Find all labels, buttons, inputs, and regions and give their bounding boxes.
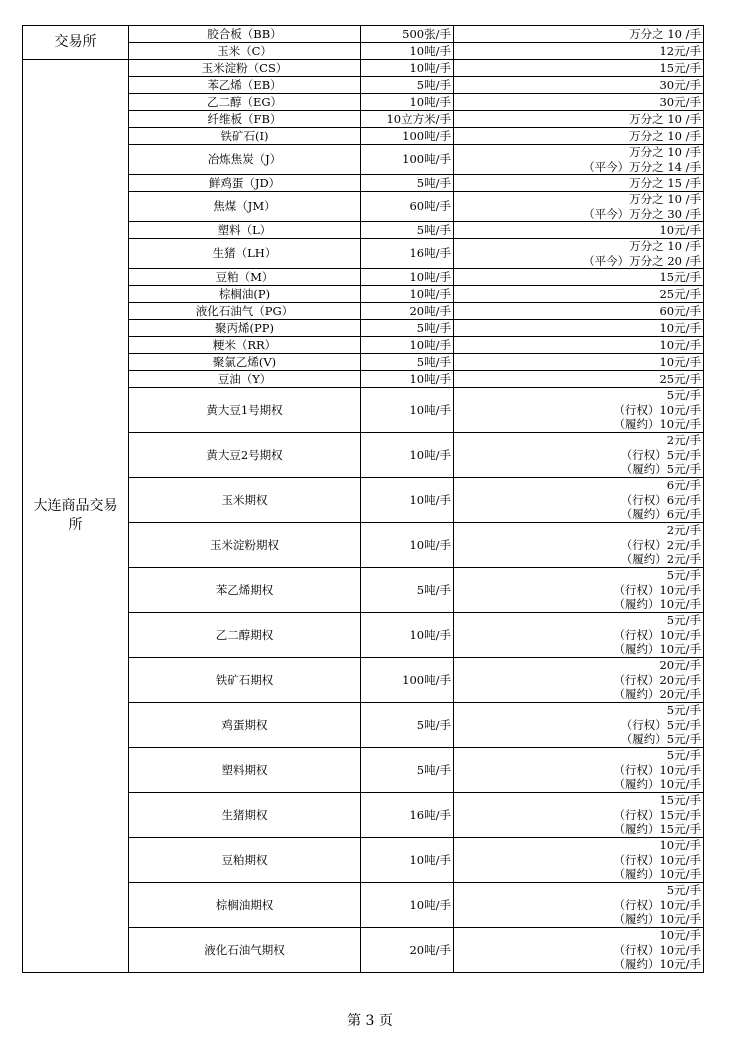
fee-value: 5元/手 (666, 717, 701, 732)
product-name-cell: 玉米期权 (129, 478, 361, 523)
product-name-cell: 鸡蛋期权 (129, 703, 361, 748)
fee-value: 万分之 10 /手 (629, 239, 701, 253)
product-name-cell: 乙二醇期权 (129, 613, 361, 658)
product-name-cell: 冶炼焦炭（J） (129, 145, 361, 175)
fee-line (455, 538, 701, 553)
fee-value: 10元/手 (659, 867, 701, 882)
fee-line (455, 338, 701, 353)
fee-value: 10元/手 (659, 957, 701, 972)
fee-value: 10元/手 (659, 354, 701, 369)
fee-value: 30元/手 (659, 77, 701, 92)
fee-type-label: （履约） (613, 957, 660, 972)
contract-unit-cell: 10吨/手 (361, 523, 454, 568)
fee-value: 10元/手 (659, 582, 701, 597)
fee-value: 万分之 14 /手 (629, 159, 701, 174)
fee-type-label: （履约） (620, 507, 667, 522)
product-name-cell: 棕榈油期权 (129, 883, 361, 928)
product-name-cell: 铁矿石期权 (129, 658, 361, 703)
fee-value: 10元/手 (659, 417, 701, 432)
fee-table-body (23, 26, 704, 973)
fee-value: 10元/手 (659, 642, 701, 657)
contract-unit-cell: 60吨/手 (361, 192, 454, 222)
fee-line (455, 613, 701, 628)
fee-cell (454, 43, 704, 60)
fee-value: 2元/手 (666, 433, 701, 448)
fee-cell (454, 703, 704, 748)
fee-value: 15元/手 (659, 822, 701, 837)
fee-cell (454, 658, 704, 703)
contract-unit-cell: 10吨/手 (361, 43, 454, 60)
fee-line (455, 192, 701, 207)
fee-type-label: （行权） (613, 942, 660, 957)
product-name-cell: 聚氯乙烯(V) (129, 354, 361, 371)
fee-type-label: （行权） (613, 852, 660, 867)
fee-value: 6元/手 (666, 478, 701, 493)
fee-line (455, 507, 701, 522)
fee-value: 万分之 10 /手 (629, 128, 701, 143)
fee-value: 万分之 10 /手 (629, 26, 701, 41)
fee-cell (454, 77, 704, 94)
fee-type-label: （履约） (613, 822, 660, 837)
fee-value: 6元/手 (666, 492, 701, 507)
fee-cell (454, 838, 704, 883)
product-name-cell: 玉米淀粉期权 (129, 523, 361, 568)
contract-unit-cell: 10吨/手 (361, 388, 454, 433)
contract-unit-cell: 5吨/手 (361, 175, 454, 192)
fee-value: 10元/手 (659, 597, 701, 612)
fee-type-label: （行权） (613, 807, 660, 822)
fee-line (455, 838, 701, 853)
fee-line (455, 254, 701, 269)
product-name-cell: 玉米淀粉（CS） (129, 60, 361, 77)
fee-cell (454, 303, 704, 320)
fee-line (455, 223, 701, 238)
fee-value: 15元/手 (659, 269, 701, 284)
fee-line (455, 321, 701, 336)
contract-unit-cell: 10吨/手 (361, 337, 454, 354)
fee-type-label: （履约） (620, 552, 667, 567)
contract-unit-cell: 5吨/手 (361, 222, 454, 239)
product-name-cell: 塑料（L） (129, 222, 361, 239)
fee-line (455, 462, 701, 477)
fee-line (455, 853, 701, 868)
product-name-cell: 聚丙烯(PP) (129, 320, 361, 337)
contract-unit-cell: 5吨/手 (361, 320, 454, 337)
fee-line (455, 687, 701, 702)
fee-value: 5元/手 (666, 447, 701, 462)
fee-cell (454, 613, 704, 658)
product-name-cell: 苯乙烯（EB） (129, 77, 361, 94)
contract-unit-cell: 5吨/手 (361, 568, 454, 613)
fee-value: 10元/手 (659, 627, 701, 642)
fee-line (455, 597, 701, 612)
fee-line (455, 658, 701, 673)
fee-line (455, 867, 701, 882)
fee-line (455, 417, 701, 432)
contract-unit-cell: 20吨/手 (361, 928, 454, 973)
fee-value: 万分之 10 /手 (629, 192, 701, 206)
contract-unit-cell: 20吨/手 (361, 303, 454, 320)
fee-type-label: （行权） (620, 537, 667, 552)
fee-line (455, 943, 701, 958)
fee-value: 5元/手 (666, 568, 701, 583)
fee-line (455, 129, 701, 144)
fee-value: 5元/手 (666, 748, 701, 763)
fee-line (455, 239, 701, 254)
fee-line (455, 448, 701, 463)
fee-value: 10元/手 (659, 762, 701, 777)
fee-type-label: （履约） (613, 867, 660, 882)
fee-line (455, 763, 701, 778)
contract-unit-cell: 10吨/手 (361, 883, 454, 928)
product-name-cell: 粳米（RR） (129, 337, 361, 354)
fee-value: 10元/手 (659, 928, 701, 943)
fee-value: 5元/手 (666, 732, 701, 747)
fee-type-label: （履约） (620, 732, 667, 747)
fee-value: 5元/手 (666, 462, 701, 477)
fee-value: 2元/手 (666, 552, 701, 567)
fee-value: 15元/手 (659, 793, 701, 808)
fee-line (455, 822, 701, 837)
fee-line (455, 718, 701, 733)
contract-unit-cell: 10吨/手 (361, 478, 454, 523)
product-name-cell: 铁矿石(I) (129, 128, 361, 145)
fee-cell (454, 928, 704, 973)
fee-line (455, 642, 701, 657)
fee-value: 60元/手 (659, 303, 701, 318)
fee-value: 20元/手 (659, 672, 701, 687)
fee-cell (454, 192, 704, 222)
fee-value: 2元/手 (666, 523, 701, 538)
table-row (23, 26, 704, 43)
product-name-cell: 玉米（C） (129, 43, 361, 60)
fee-line (455, 95, 701, 110)
fee-type-label: （平今） (583, 206, 630, 221)
fee-line (455, 898, 701, 913)
fee-value: 10元/手 (659, 852, 701, 867)
fee-value: 20元/手 (659, 658, 701, 673)
fee-line (455, 673, 701, 688)
fee-line (455, 112, 701, 127)
fee-line (455, 388, 701, 403)
product-name-cell: 纤维板（FB） (129, 111, 361, 128)
product-name-cell: 生猪期权 (129, 793, 361, 838)
contract-unit-cell: 100吨/手 (361, 128, 454, 145)
fee-value: 5元/手 (666, 388, 701, 403)
fee-cell (454, 94, 704, 111)
fee-line (455, 523, 701, 538)
product-name-cell: 棕榈油(P) (129, 286, 361, 303)
fee-value: 万分之 10 /手 (629, 111, 701, 126)
exchange-name-cell: 交易所 (23, 26, 129, 60)
fee-type-label: （行权） (620, 447, 667, 462)
fee-type-label: （平今） (583, 253, 630, 268)
product-name-cell: 豆油（Y） (129, 371, 361, 388)
fee-line (455, 912, 701, 927)
contract-unit-cell: 10吨/手 (361, 433, 454, 478)
fee-line (455, 160, 701, 175)
fee-type-label: （行权） (613, 897, 660, 912)
fee-value: 12元/手 (659, 43, 701, 58)
fee-line (455, 433, 701, 448)
fee-cell (454, 60, 704, 77)
fee-type-label: （履约） (613, 687, 660, 702)
fee-value: 万分之 10 /手 (629, 145, 701, 159)
fee-cell (454, 337, 704, 354)
fee-cell (454, 354, 704, 371)
fee-cell (454, 523, 704, 568)
fee-cell (454, 286, 704, 303)
fee-line (455, 304, 701, 319)
fee-value: 万分之 20 /手 (629, 253, 701, 268)
contract-unit-cell: 16吨/手 (361, 239, 454, 269)
fee-line (455, 478, 701, 493)
fee-cell (454, 128, 704, 145)
product-name-cell: 黄大豆2号期权 (129, 433, 361, 478)
contract-unit-cell: 10吨/手 (361, 60, 454, 77)
contract-unit-cell: 100吨/手 (361, 658, 454, 703)
fee-line (455, 777, 701, 792)
fee-type-label: （行权） (620, 717, 667, 732)
fee-table (22, 25, 704, 973)
fee-value: 10元/手 (659, 337, 701, 352)
fee-value: 15元/手 (659, 807, 701, 822)
contract-unit-cell: 5吨/手 (361, 703, 454, 748)
product-name-cell: 苯乙烯期权 (129, 568, 361, 613)
fee-cell (454, 222, 704, 239)
product-name-cell: 乙二醇（EG） (129, 94, 361, 111)
fee-cell (454, 111, 704, 128)
product-name-cell: 黄大豆1号期权 (129, 388, 361, 433)
contract-unit-cell: 5吨/手 (361, 748, 454, 793)
fee-line (455, 207, 701, 222)
product-name-cell: 焦煤（JM） (129, 192, 361, 222)
fee-value: 10元/手 (659, 942, 701, 957)
fee-value: 10元/手 (659, 402, 701, 417)
fee-line (455, 732, 701, 747)
fee-value: 30元/手 (659, 94, 701, 109)
fee-line (455, 583, 701, 598)
fee-type-label: （行权） (620, 492, 667, 507)
fee-type-label: （履约） (613, 597, 660, 612)
fee-line (455, 176, 701, 191)
fee-line (455, 957, 701, 972)
fee-cell (454, 388, 704, 433)
fee-type-label: （履约） (620, 462, 667, 477)
fee-cell (454, 320, 704, 337)
exchange-name-cell: 大连商品交易所 (23, 60, 129, 973)
fee-value: 5元/手 (666, 613, 701, 628)
fee-value: 万分之 15 /手 (629, 175, 701, 190)
fee-value: 万分之 30 /手 (629, 206, 701, 221)
product-name-cell: 液化石油气（PG） (129, 303, 361, 320)
contract-unit-cell: 10吨/手 (361, 269, 454, 286)
contract-unit-cell: 10吨/手 (361, 94, 454, 111)
fee-line (455, 145, 701, 160)
fee-value: 25元/手 (659, 371, 701, 386)
fee-value: 6元/手 (666, 507, 701, 522)
fee-type-label: （履约） (613, 417, 660, 432)
fee-type-label: （行权） (613, 402, 660, 417)
fee-cell (454, 26, 704, 43)
fee-line (455, 493, 701, 508)
fee-cell (454, 568, 704, 613)
fee-value: 10元/手 (659, 320, 701, 335)
fee-line (455, 628, 701, 643)
fee-line (455, 61, 701, 76)
fee-value: 10元/手 (659, 777, 701, 792)
fee-type-label: （行权） (613, 582, 660, 597)
fee-value: 2元/手 (666, 537, 701, 552)
fee-value: 10元/手 (659, 897, 701, 912)
fee-cell (454, 145, 704, 175)
fee-line (455, 793, 701, 808)
fee-line (455, 78, 701, 93)
product-name-cell: 液化石油气期权 (129, 928, 361, 973)
fee-type-label: （履约） (613, 912, 660, 927)
product-name-cell: 豆粕（M） (129, 269, 361, 286)
fee-line (455, 27, 701, 42)
product-name-cell: 塑料期权 (129, 748, 361, 793)
product-name-cell: 生猪（LH） (129, 239, 361, 269)
contract-unit-cell: 10吨/手 (361, 838, 454, 883)
fee-cell (454, 433, 704, 478)
fee-line (455, 928, 701, 943)
fee-value: 10元/手 (659, 912, 701, 927)
fee-line (455, 44, 701, 59)
fee-type-label: （履约） (613, 642, 660, 657)
fee-value: 10元/手 (659, 838, 701, 853)
fee-cell (454, 371, 704, 388)
fee-cell (454, 793, 704, 838)
contract-unit-cell: 10吨/手 (361, 286, 454, 303)
fee-line (455, 355, 701, 370)
product-name-cell: 豆粕期权 (129, 838, 361, 883)
fee-value: 15元/手 (659, 60, 701, 75)
fee-line (455, 748, 701, 763)
fee-line (455, 568, 701, 583)
fee-line (455, 403, 701, 418)
fee-type-label: （行权） (613, 672, 660, 687)
product-name-cell: 鲜鸡蛋（JD） (129, 175, 361, 192)
fee-cell (454, 748, 704, 793)
fee-value: 25元/手 (659, 286, 701, 301)
fee-value: 5元/手 (666, 703, 701, 718)
fee-line (455, 883, 701, 898)
fee-cell (454, 883, 704, 928)
fee-cell (454, 239, 704, 269)
product-name-cell: 胶合板（BB） (129, 26, 361, 43)
contract-unit-cell: 10吨/手 (361, 371, 454, 388)
fee-value: 20元/手 (659, 687, 701, 702)
fee-line (455, 552, 701, 567)
fee-value: 5元/手 (666, 883, 701, 898)
fee-value: 10元/手 (659, 222, 701, 237)
contract-unit-cell: 10吨/手 (361, 613, 454, 658)
fee-line (455, 270, 701, 285)
fee-line (455, 287, 701, 302)
contract-unit-cell: 16吨/手 (361, 793, 454, 838)
contract-unit-cell: 500张/手 (361, 26, 454, 43)
contract-unit-cell: 5吨/手 (361, 77, 454, 94)
fee-line (455, 703, 701, 718)
contract-unit-cell: 100吨/手 (361, 145, 454, 175)
fee-line (455, 372, 701, 387)
contract-unit-cell: 10立方米/手 (361, 111, 454, 128)
fee-cell (454, 269, 704, 286)
fee-type-label: （平今） (583, 159, 630, 174)
fee-type-label: （履约） (613, 777, 660, 792)
fee-cell (454, 478, 704, 523)
fee-type-label: （行权） (613, 627, 660, 642)
page-number: 第 3 页 (347, 1013, 393, 1029)
fee-type-label: （行权） (613, 762, 660, 777)
fee-cell (454, 175, 704, 192)
contract-unit-cell: 5吨/手 (361, 354, 454, 371)
table-row (23, 60, 704, 77)
fee-line (455, 808, 701, 823)
